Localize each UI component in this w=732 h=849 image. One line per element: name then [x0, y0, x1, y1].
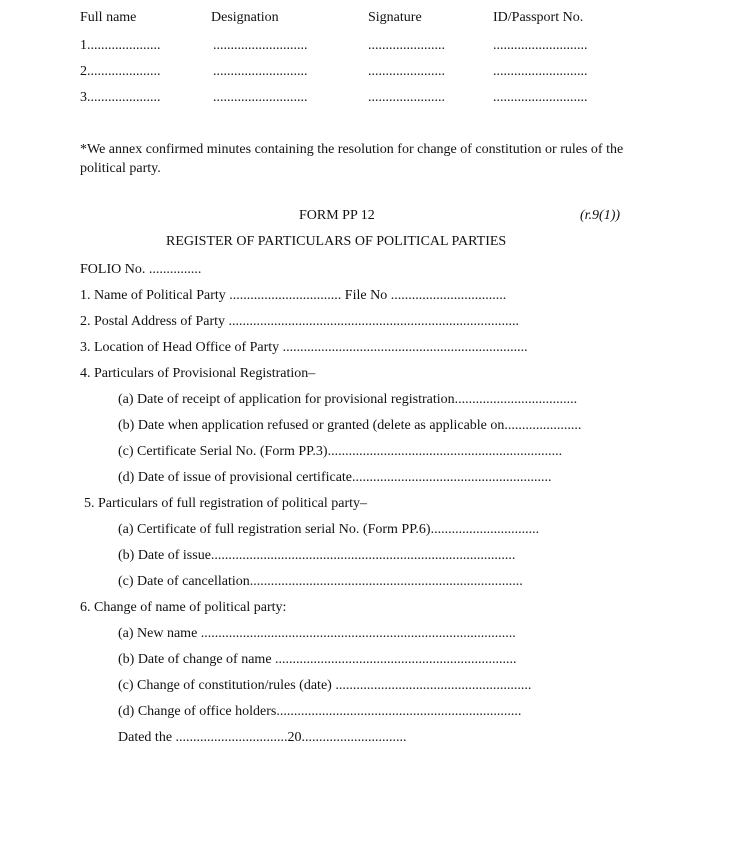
id-passport-field: ...........................: [493, 64, 588, 79]
provisional-receipt-date-line: (a) Date of receipt of application for provisional registration...................................: [118, 392, 578, 407]
signatory-row: [80, 64, 640, 82]
full-registration-serial-line: (a) Certificate of full registration serial No. (Form PP.6)...............................: [118, 522, 540, 537]
rule-reference: (r.9(1)): [580, 208, 621, 223]
certificate-serial-line: (c) Certificate Serial No. (Form PP.3)...................................................................: [118, 444, 563, 459]
designation-field: ...........................: [213, 64, 308, 79]
column-header-designation: Designation: [211, 10, 279, 25]
office-holders-change-line: (d) Change of office holders......................................................................: [118, 704, 522, 719]
signatory-row: [80, 90, 640, 108]
column-header-full-name: Full name: [80, 10, 137, 25]
party-name-line: 1. Name of Political Party ................................ File No .................................: [80, 288, 507, 303]
dated-line: Dated the ................................20..............................: [118, 730, 407, 745]
full-issue-date-line: (b) Date of issue.......................................................................................: [118, 548, 516, 563]
designation-field: ...........................: [213, 90, 308, 105]
refused-granted-date-line: (b) Date when application refused or granted (delete as applicable on......................: [118, 418, 582, 433]
column-header-id-passport: ID/Passport No.: [493, 10, 584, 25]
change-of-name-heading: 6. Change of name of political party:: [80, 600, 287, 615]
full-name-field: 3.....................: [80, 90, 161, 105]
constitution-change-date-line: (c) Change of constitution/rules (date) ........................................................: [118, 678, 532, 693]
signature-field: ......................: [368, 90, 445, 105]
full-name-field: 1.....................: [80, 38, 161, 53]
id-passport-field: ...........................: [493, 90, 588, 105]
head-office-line: 3. Location of Head Office of Party ......................................................................: [80, 340, 528, 355]
signature-field: ......................: [368, 64, 445, 79]
form-code: FORM PP 12: [299, 208, 375, 223]
folio-number: FOLIO No. ...............: [80, 262, 202, 277]
signatory-row: [80, 38, 640, 56]
cancellation-date-line: (c) Date of cancellation..............................................................................: [118, 574, 523, 589]
postal-address-line: 2. Postal Address of Party ...................................................................................: [80, 314, 520, 329]
full-name-field: 2.....................: [80, 64, 161, 79]
new-name-line: (a) New name ..........................................................................................: [118, 626, 516, 641]
form-title: REGISTER OF PARTICULARS OF POLITICAL PARTIES: [166, 234, 507, 249]
full-registration-heading: 5. Particulars of full registration of political party–: [84, 496, 368, 511]
designation-field: ...........................: [213, 38, 308, 53]
annex-note: *We annex confirmed minutes containing the resolution for change of constitution or rules of the political party.: [80, 142, 624, 176]
signature-field: ......................: [368, 38, 445, 53]
provisional-registration-heading: 4. Particulars of Provisional Registration–: [80, 366, 316, 381]
column-header-signature: Signature: [368, 10, 422, 25]
provisional-issue-date-line: (d) Date of issue of provisional certificate.........................................................: [118, 470, 552, 485]
id-passport-field: ...........................: [493, 38, 588, 53]
change-of-name-date-line: (b) Date of change of name .....................................................................: [118, 652, 517, 667]
